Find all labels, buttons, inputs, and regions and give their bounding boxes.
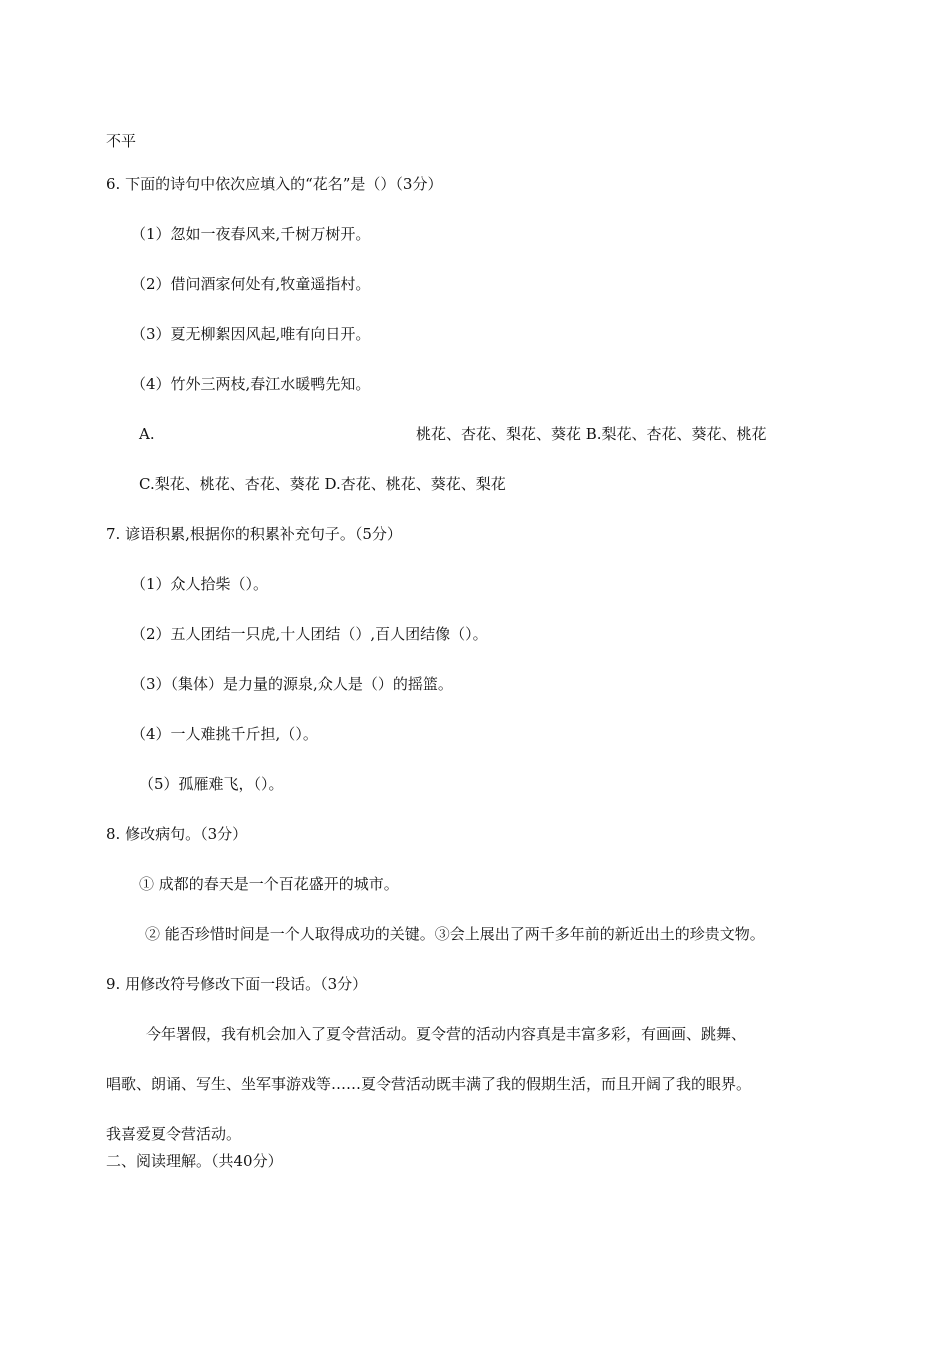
question-6-options-a-b: 桃花、杏花、梨花、葵花 B.梨花、杏花、葵花、桃花 — [416, 425, 767, 443]
question-8-item-2-3: ② 能否珍惜时间是一个人取得成功的关键。③会上展出了两千多年前的新近出土的珍贵文物。 — [145, 925, 765, 943]
question-7-item-4: （4）一人难挑千斤担,（）。 — [131, 725, 318, 743]
text-line: 不平 — [106, 132, 137, 150]
question-7-item-3: （3）（集体）是力量的源泉,众人是（）的摇篮。 — [131, 675, 453, 693]
question-7-item-1: （1）众人拾柴（）。 — [131, 575, 269, 593]
question-6-options-c-d: C.梨花、桃花、杏花、葵花 D.杏花、桃花、葵花、梨花 — [139, 475, 506, 493]
question-9-heading: 9. 用修改符号修改下面一段话。（3分） — [106, 975, 368, 993]
question-8-heading: 8. 修改病句。（3分） — [106, 825, 248, 843]
question-7-heading: 7. 谚语积累,根据你的积累补充句子。（5分） — [106, 525, 402, 543]
section-2-heading: 二、阅读理解。（共40分） — [106, 1152, 283, 1170]
question-6-item-1: （1）忽如一夜春风来,千树万树开。 — [131, 225, 371, 243]
question-8-item-1: ① 成都的春天是一个百花盛开的城市。 — [139, 875, 399, 893]
question-6-option-label-a: A. — [139, 425, 155, 443]
question-9-paragraph-line-1: 今年署假，我有机会加入了夏令营活动。夏令营的活动内容真是丰富多彩，有画画、跳舞、 — [146, 1025, 747, 1043]
question-9-paragraph-line-2: 唱歌、朗诵、写生、坐军事游戏等……夏令营活动既丰满了我的假期生活，而且开阔了我的眼界。 — [106, 1075, 752, 1093]
question-6-item-2: （2）借问酒家何处有,牧童遥指村。 — [131, 275, 371, 293]
question-7-item-5: （5）孤雁难飞，（）。 — [139, 775, 284, 793]
question-7-item-2: （2）五人团结一只虎,十人团结（）,百人团结像（）。 — [131, 625, 488, 643]
question-6-heading: 6. 下面的诗句中依次应填入的“花名”是（）（3分） — [106, 175, 443, 193]
question-6-item-3: （3）夏无柳絮因风起,唯有向日开。 — [131, 325, 371, 343]
question-6-item-4: （4）竹外三两枝,春江水暖鸭先知。 — [131, 375, 371, 393]
question-9-paragraph-line-3: 我喜爱夏令营活动。 — [106, 1125, 242, 1143]
